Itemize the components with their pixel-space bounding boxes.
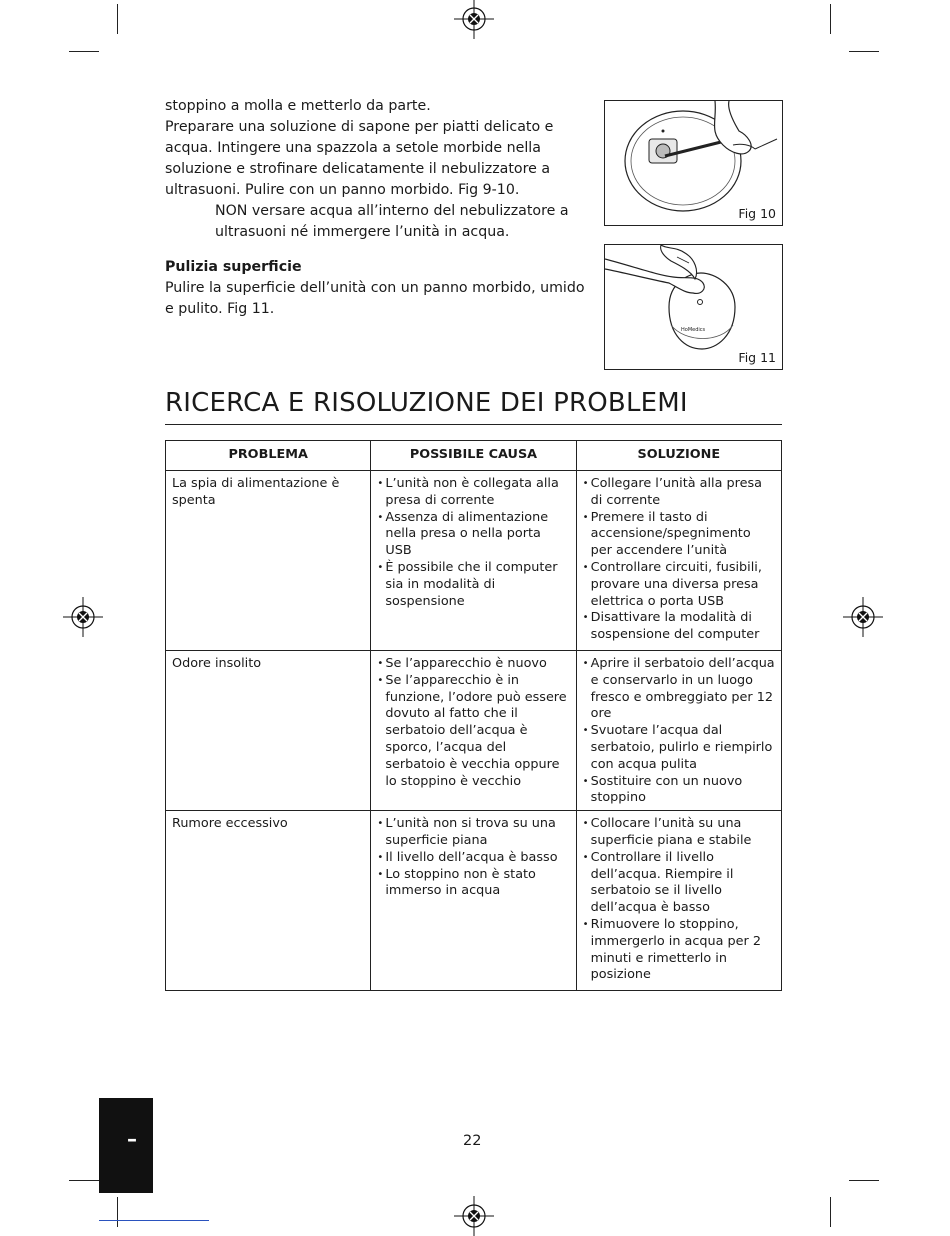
solution-item: • Controllare il livello dell’acqua. Riempire il serbatoio se il livello dell’acqua è basso [583,850,775,917]
figure-11 [604,244,783,370]
troubleshooting-table [165,440,782,991]
solution-item: • Sostituire con un nuovo stoppino [583,774,775,808]
intro-paragraph-1: stoppino a molla e metterlo da parte. [165,98,431,114]
solution-item: • Svuotare l’acqua dal serbatoio, pulirlo e riempirlo con acqua pulita [583,723,775,773]
registration-mark-icon [454,1196,494,1236]
column-header-solution: SOLUZIONE [576,441,781,471]
solution-cell [576,811,781,991]
cleaning-instructions [165,96,595,320]
title-underline [165,424,782,425]
page-number: 22 [463,1133,482,1149]
warning-paragraph: NON versare acqua all’interno del nebulizzatore a ultrasuoni né immergere l’unità in acqua. [215,203,569,240]
registration-mark-icon [843,597,883,637]
crop-mark [849,51,879,52]
cause-item: • Se l’apparecchio è nuovo [377,656,569,673]
intro-paragraph-2: Preparare una soluzione di sapone per piatti delicato e acqua. Intingere una spazzola a setole morbide nella soluzione e strofinare delicatamente il nebulizzatore a ultrasuoni. Pulire con un panno morbido. Fig 9-10. [165,119,554,198]
side-tab-dash: – [127,1127,137,1151]
crop-mark [117,4,118,34]
table-header-row [166,441,782,471]
cause-item: • Il livello dell’acqua è basso [377,850,569,867]
cause-item: • Se l’apparecchio è in funzione, l’odore può essere dovuto al fatto che il serbatoio dell’acqua è sporco, l’acqua del serbatoio è vecchia oppure lo stoppino è vecchio [377,673,569,791]
solution-item: • Controllare circuiti, fusibili, provare una diversa presa elettrica o porta USB [583,560,775,610]
figure-10 [604,100,783,226]
cause-item: • Lo stoppino non è stato immerso in acqua [377,867,569,901]
solution-item: • Collocare l’unità su una superficie piana e stabile [583,816,775,850]
table-row [166,811,782,991]
section-title: RICERCA E RISOLUZIONE DEI PROBLEMI [165,388,688,418]
solution-cell [576,651,781,811]
table-row [166,651,782,811]
problem-cell: Odore insolito [166,651,371,811]
surface-cleaning-text: Pulire la superficie dell’unità con un panno morbido, umido e pulito. Fig 11. [165,280,585,317]
solution-item: • Disattivare la modalità di sospensione del computer [583,610,775,644]
solution-cell [576,471,781,651]
problem-cell: La spia di alimentazione è spenta [166,471,371,651]
cause-cell [371,811,576,991]
crop-mark [849,1180,879,1181]
cause-item: • L’unità non è collegata alla presa di corrente [377,476,569,510]
crop-mark [69,1180,99,1181]
crop-mark [830,4,831,34]
crop-mark [69,51,99,52]
solution-item: • Rimuovere lo stoppino, immergerlo in acqua per 2 minuti e rimetterlo in posizione [583,917,775,984]
problem-cell: Rumore eccessivo [166,811,371,991]
solution-item: • Aprire il serbatoio dell’acqua e conservarlo in un luogo fresco e ombreggiato per 12 ore [583,656,775,723]
cause-cell [371,651,576,811]
crop-mark [117,1197,118,1227]
registration-mark-icon [454,0,494,39]
fig10-caption: Fig 10 [738,206,776,221]
table-row [166,471,782,651]
solution-item: • Premere il tasto di accensione/spegnimento per accendere l’unità [583,510,775,560]
cause-cell [371,471,576,651]
column-header-cause: POSSIBILE CAUSA [371,441,576,471]
fig11-brand-text: HoMedics [681,327,706,333]
registration-mark-icon [63,597,103,637]
language-side-tab [99,1098,153,1193]
bottom-link-underline [99,1220,209,1221]
solution-item: • Collegare l’unità alla presa di corrente [583,476,775,510]
crop-mark [830,1197,831,1227]
column-header-problem: PROBLEMA [166,441,371,471]
surface-cleaning-heading: Pulizia superficie [165,259,302,275]
cause-item: • L’unità non si trova su una superficie piana [377,816,569,850]
cause-item: • Assenza di alimentazione nella presa o nella porta USB [377,510,569,560]
fig11-caption: Fig 11 [738,350,776,365]
cause-item: • È possibile che il computer sia in modalità di sospensione [377,560,569,610]
